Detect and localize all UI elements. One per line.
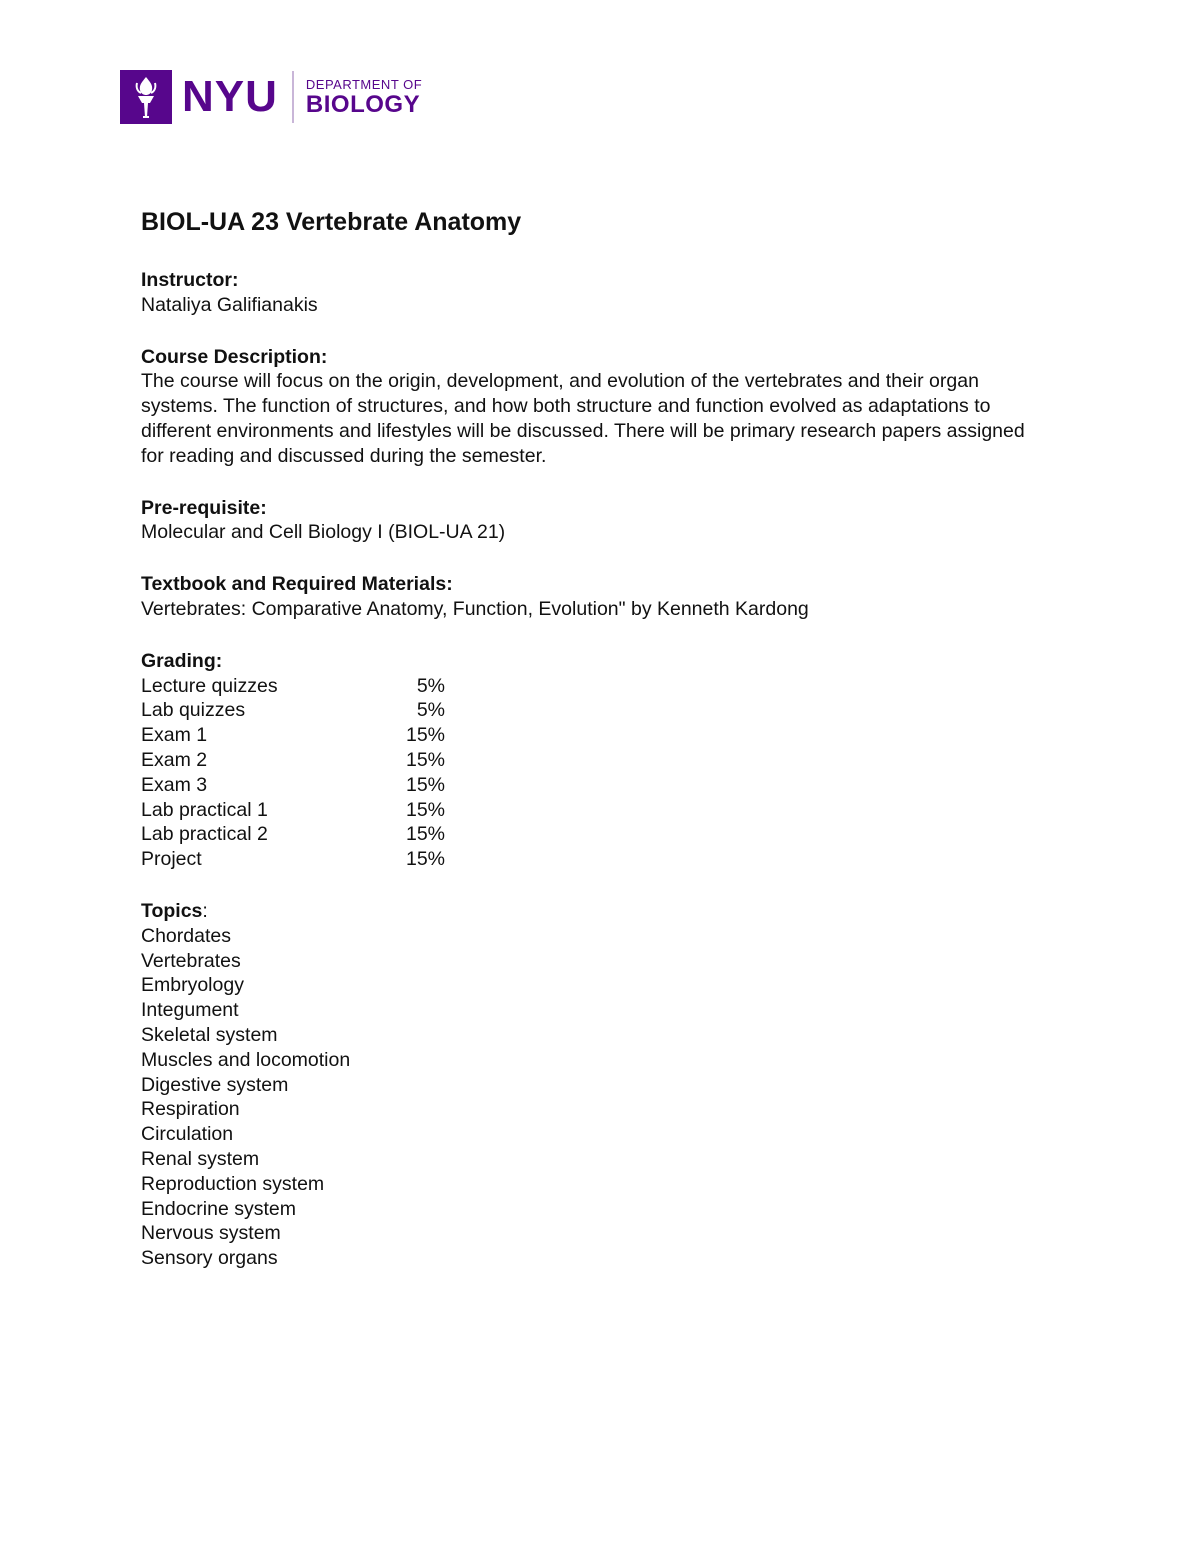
- grading-value: 15%: [405, 848, 445, 871]
- grading-value: 15%: [405, 748, 445, 771]
- spacer: [141, 469, 1041, 496]
- textbook-heading: Textbook and Required Materials:: [141, 573, 453, 596]
- torch-icon: [120, 70, 172, 124]
- department-name: [306, 78, 422, 117]
- topics-heading: Topics: [141, 899, 203, 922]
- list-item: Digestive system: [141, 1073, 289, 1096]
- list-item: Embryology: [141, 974, 244, 997]
- list-item: Reproduction system: [141, 1172, 325, 1195]
- grading-label: Lecture quizzes: [141, 674, 278, 697]
- topics-colon: :: [202, 899, 208, 922]
- list-item: Sensory organs: [141, 1247, 278, 1270]
- grading-label: Project: [141, 848, 202, 871]
- list-item: Chordates: [141, 924, 231, 947]
- course-title: BIOL-UA 23 Vertebrate Anatomy: [141, 208, 522, 236]
- list-item: Nervous system: [141, 1222, 281, 1245]
- prerequisite-text: Molecular and Cell Biology I (BIOL-UA 21): [141, 521, 506, 544]
- list-item: Vertebrates: [141, 949, 241, 972]
- list-item: Muscles and locomotion: [141, 1048, 351, 1071]
- grading-row: [141, 698, 1041, 723]
- prerequisite-section: [141, 496, 1041, 546]
- grading-label: Lab practical 1: [141, 798, 268, 821]
- description-text: The course will focus on the origin, development, and evolution of the vertebrates and their organ systems. The function of structures, and how both structure and function evolved as adaptations to different environments and lifestyles will be discussed. There will be primary research papers assigned for reading and discussed during the semester.: [141, 370, 1025, 467]
- topics-list: [141, 924, 1041, 1271]
- spacer: [141, 545, 1041, 572]
- spacer: [141, 622, 1041, 649]
- instructor-section: [141, 268, 1041, 318]
- grading-label: Exam 3: [141, 773, 208, 796]
- textbook-text: Vertebrates: Comparative Anatomy, Function, Evolution" by Kenneth Kardong: [141, 597, 809, 620]
- nyu-biology-logo: [120, 70, 422, 124]
- grading-row: [141, 773, 1041, 798]
- topics-heading-line: [141, 899, 1041, 924]
- grading-row: [141, 748, 1041, 773]
- list-item: Skeletal system: [141, 1023, 278, 1046]
- grading-value: 15%: [405, 798, 445, 821]
- grading-label: Exam 2: [141, 748, 208, 771]
- grading-value: 15%: [405, 823, 445, 846]
- grading-label: Lab quizzes: [141, 699, 246, 722]
- description-heading: Course Description:: [141, 345, 328, 368]
- grading-value: 15%: [405, 724, 445, 747]
- instructor-heading: Instructor:: [141, 269, 239, 291]
- grading-value: 5%: [416, 699, 445, 722]
- grading-section: [141, 649, 1041, 872]
- list-item: Circulation: [141, 1123, 234, 1146]
- description-section: [141, 345, 1041, 469]
- textbook-section: [141, 572, 1041, 622]
- instructor-name: Nataliya Galifianakis: [141, 293, 318, 316]
- grading-label: Lab practical 2: [141, 823, 268, 846]
- grading-label: Exam 1: [141, 724, 208, 747]
- grading-row: [141, 847, 1041, 872]
- grading-row: [141, 822, 1041, 847]
- grading-value: 15%: [405, 773, 445, 796]
- prerequisite-heading: Pre-requisite:: [141, 496, 267, 519]
- logo-divider: [292, 71, 294, 123]
- grading-row: [141, 798, 1041, 823]
- list-item: Respiration: [141, 1098, 240, 1121]
- department-line-1: DEPARTMENT OF: [305, 76, 423, 92]
- list-item: Endocrine system: [141, 1197, 296, 1220]
- list-item: Integument: [141, 999, 239, 1022]
- spacer: [141, 318, 1041, 345]
- syllabus-document: [141, 205, 1041, 1271]
- topics-section: [141, 899, 1041, 1271]
- grading-row: [141, 674, 1041, 699]
- spacer: [141, 872, 1041, 899]
- grading-value: 5%: [416, 674, 445, 697]
- nyu-wordmark: NYU: [182, 72, 278, 121]
- grading-heading: Grading:: [141, 649, 223, 672]
- grading-row: [141, 723, 1041, 748]
- list-item: Renal system: [141, 1147, 260, 1170]
- department-line-2: BIOLOGY: [305, 90, 421, 118]
